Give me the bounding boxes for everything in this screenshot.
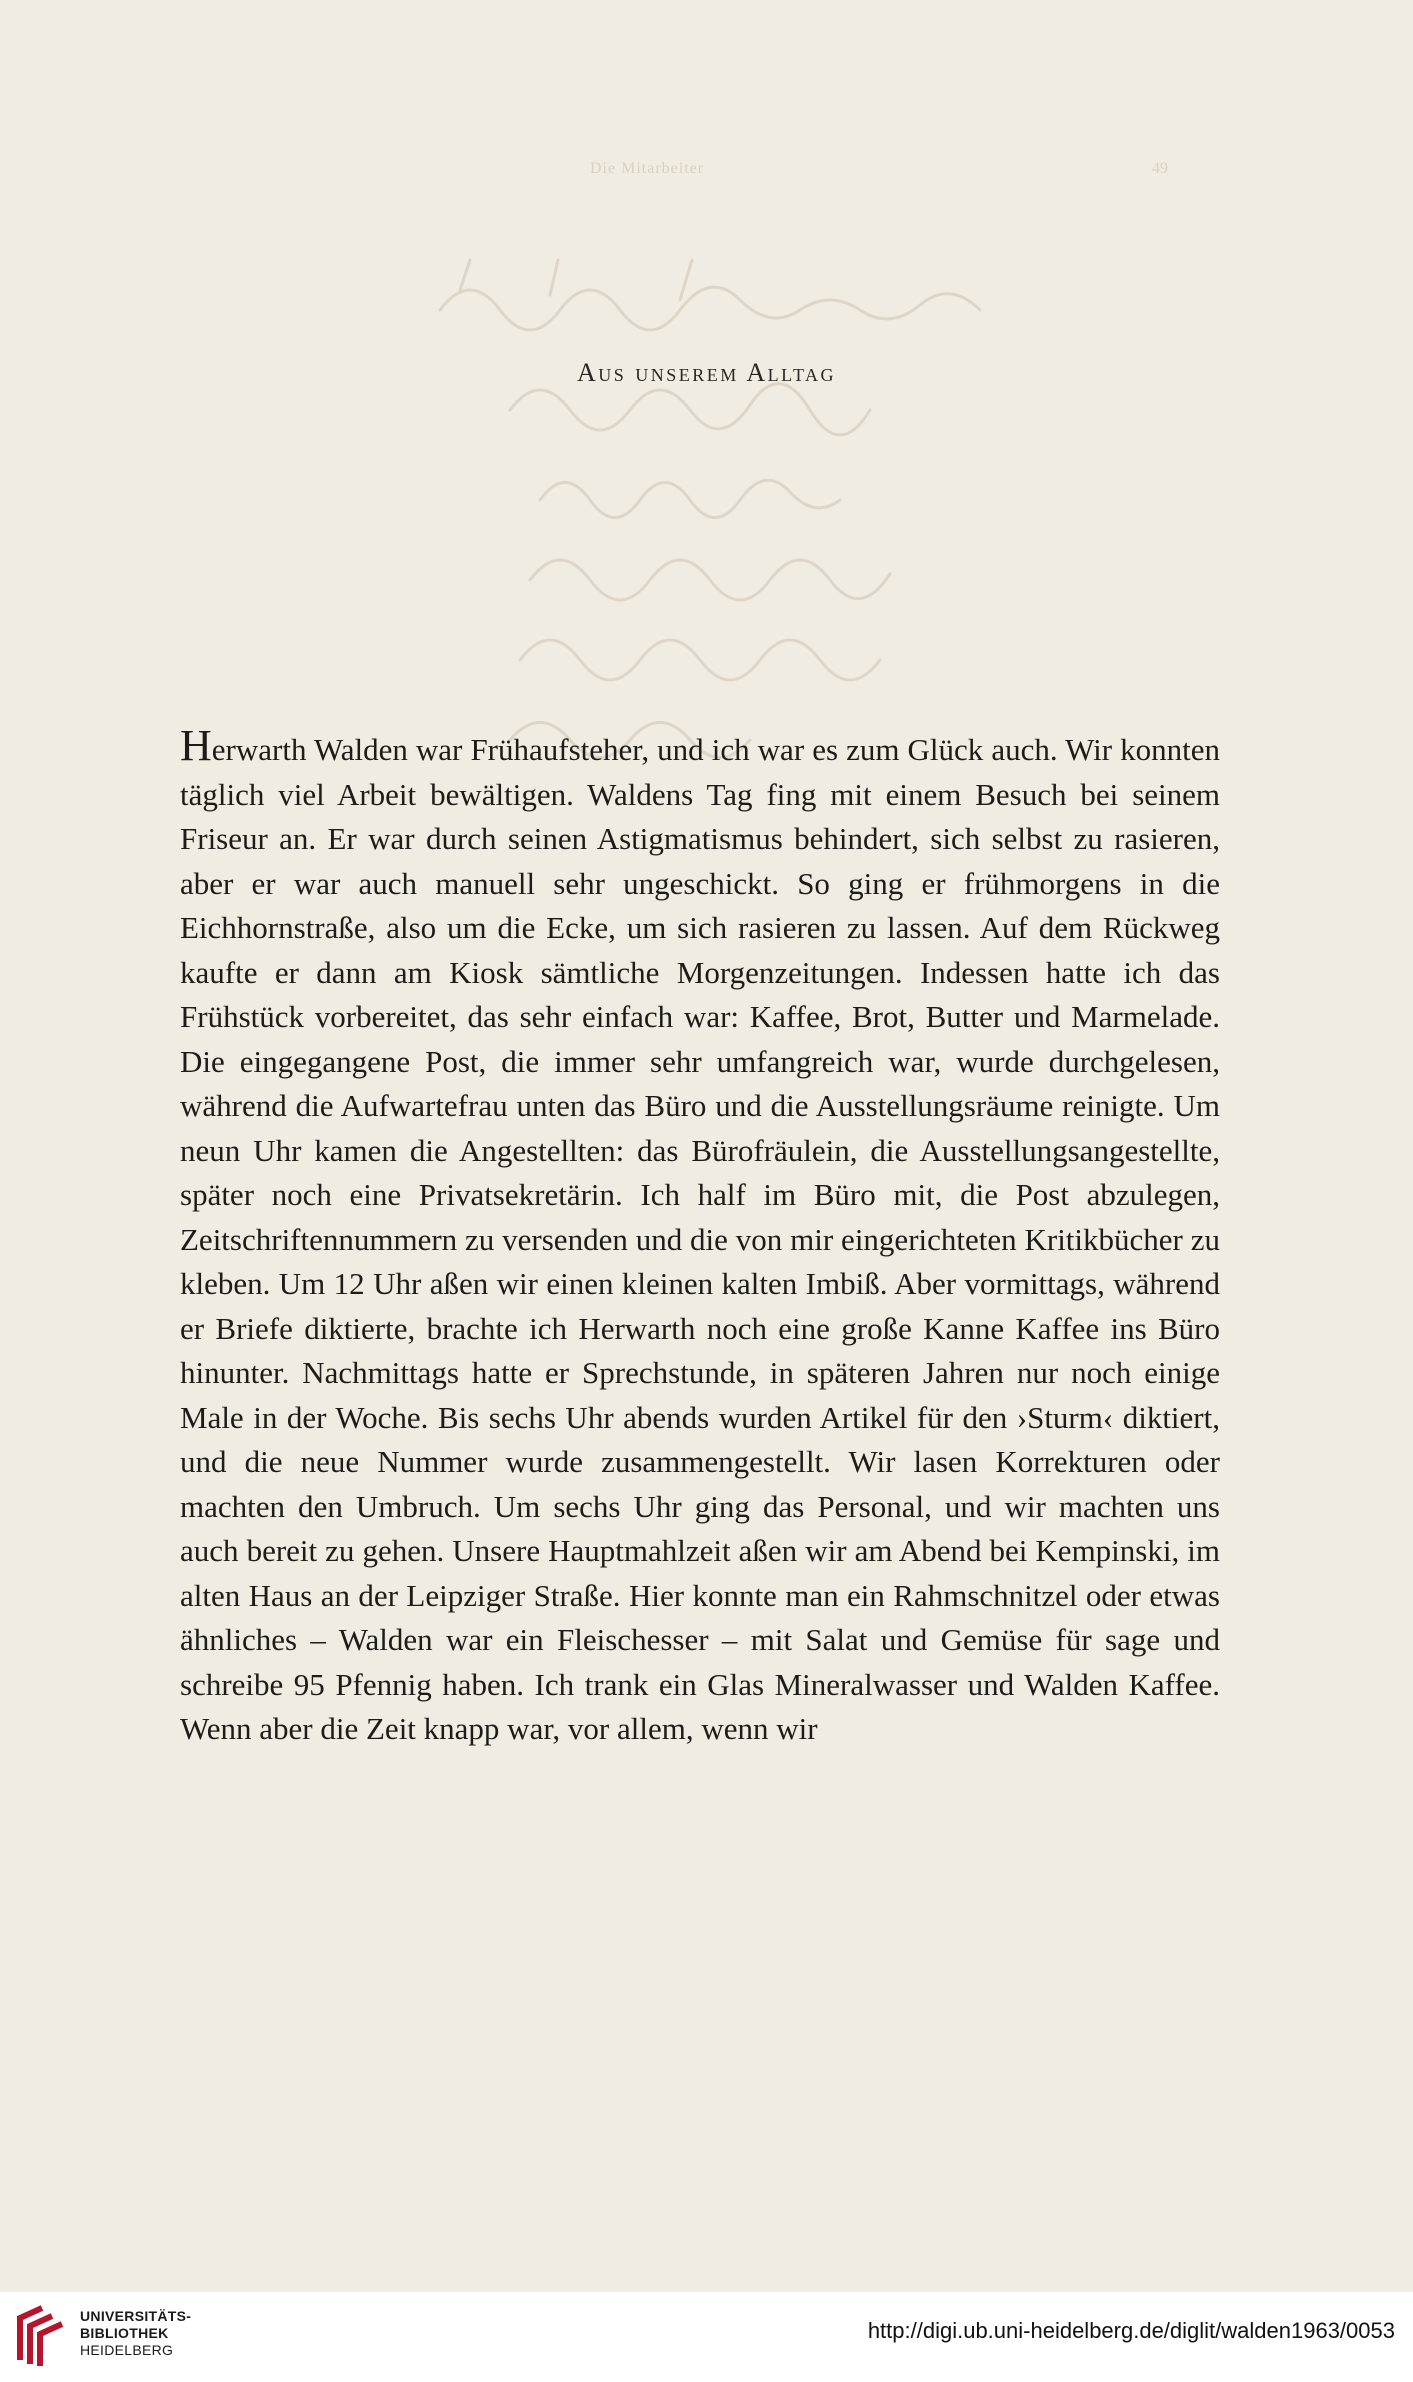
chapter-title: Aus unserem Alltag [576, 358, 837, 387]
library-name-line-2: BIBLIOTHEK [80, 2325, 169, 2341]
paragraph-text: erwarth Walden war Frühaufsteher, und ich war es zum Glück auch. Wir konnten täglich viel Arbeit bewältigen. Waldens Tag fing mit einem Besuch bei seinem Friseur an. Er war durch seinen Astigmatismus behindert, sich selbst zu rasieren, aber er war auch manuell sehr ungeschickt. So ging er frühmorgens in die Eichhornstraße, also um die Ecke, um sich rasieren zu lassen. Auf dem Rückweg kaufte er dann am Kiosk sämtliche Morgenzeitungen. Indessen hatte ich das Frühstück vorbereitet, das sehr einfach war: Kaffee, Brot, Butter und Marmelade. Die eingegangene Post, die immer sehr umfangreich war, wurde durchgelesen, während die Aufwartefrau unten das Büro und die Ausstellungsräume reinigte. Um neun Uhr kamen die Angestellten: das Bürofräulein, die Ausstellungsangestellte, später noch eine Privatsekretärin. Ich half im Büro mit, die Post abzulegen, Zeitschriftennummern zu versenden und die von mir eingerichteten Kritikbücher zu kleben. Um 12 Uhr aßen wir einen kleinen kalten Imbiß. Aber vormittags, während er Briefe diktierte, brachte ich Herwarth noch eine große Kanne Kaffee ins Büro hinunter. Nachmittags hatte er Sprechstunde, in späteren Jahren nur noch einige Male in der Woche. Bis sechs Uhr abends wurden Artikel für den ›Sturm‹ diktiert, und die neue Nummer wurde zusammengestellt. Wir lasen Korrekturen oder machten den Umbruch. Um sechs Uhr ging das Personal, und wir machten uns auch bereit zu gehen. Unsere Hauptmahlzeit aßen wir am Abend bei Kempinski, im alten Haus an der Leipziger Straße. Hier konnte man ein Rahmschnitzel oder etwas ähnliches – Walden war ein Fleischesser – mit Salat und Gemüse für sage und schreibe 95 Pfennig haben. Ich trank ein Glas Mineralwasser und Walden Kaffee. Wenn aber die Zeit knapp war, vor allem, wenn wir [180, 732, 1220, 1746]
drop-cap: H [180, 721, 212, 770]
body-paragraph [180, 721, 1220, 1752]
university-library-logo-icon [12, 2302, 68, 2368]
page-number: 49 [1152, 160, 1168, 177]
library-name-line-3: HEIDELBERG [80, 2342, 174, 2358]
running-head: Die Mitarbeiter [590, 160, 705, 177]
handwriting-bleed-through [420, 250, 1380, 770]
source-url-link[interactable]: http://digi.ub.uni-heidelberg.de/diglit/walden1963/0053 [867, 2318, 1395, 2343]
library-name-line-1: UNIVERSITÄTS- [80, 2308, 192, 2324]
library-name [80, 2308, 191, 2359]
